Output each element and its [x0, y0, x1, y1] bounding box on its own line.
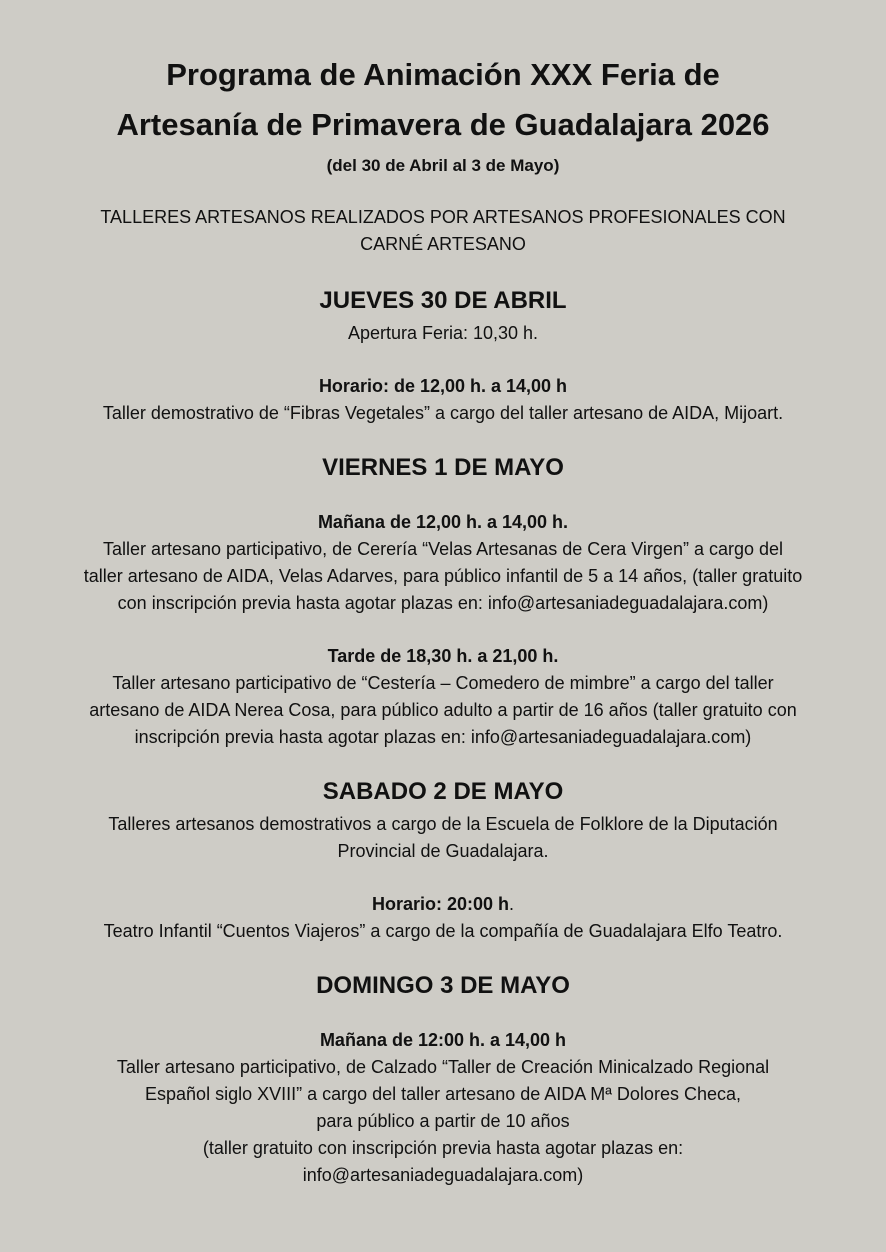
schedule-description: [30, 1054, 856, 1189]
schedule-description: [30, 670, 856, 751]
day-heading: DOMINGO 3 DE MAYO: [316, 972, 570, 999]
day-section-domingo: [30, 971, 856, 1189]
schedule-description: [30, 400, 856, 427]
day-section-viernes: [30, 453, 856, 751]
description-line: para público a partir de 10 años: [316, 1111, 570, 1131]
schedule-time: Tarde de 18,30 h. a 21,00 h.: [327, 646, 559, 666]
description-line: taller artesano de AIDA, Velas Adarves, para público infantil de 5 a 14 años, (taller gratuito: [83, 566, 803, 586]
page-title: [30, 50, 856, 150]
schedule-description: [30, 918, 856, 945]
schedule-time-suffix: .: [509, 894, 515, 914]
description-line: Taller artesano participativo de “Cestería – Comedero de mimbre” a cargo del taller: [112, 673, 774, 693]
description-line: (taller gratuito con inscripción previa hasta agotar plazas en:: [202, 1138, 684, 1158]
description-line: info@artesaniadeguadalajara.com): [302, 1165, 584, 1185]
title-line-1: Programa de Animación XXX Feria de: [166, 57, 720, 92]
day-heading: VIERNES 1 DE MAYO: [322, 454, 564, 481]
description-line: Español siglo XVIII” a cargo del taller artesano de AIDA Mª Dolores Checa,: [145, 1084, 741, 1104]
schedule-time-text: Horario: 20:00 h: [371, 894, 510, 914]
day-section-sabado: [30, 777, 856, 945]
description-line: artesano de AIDA Nerea Cosa, para público adulto a partir de 16 años (taller gratuito con: [89, 700, 797, 720]
schedule-block: [30, 1027, 856, 1189]
schedule-block: [30, 643, 856, 751]
schedule-time: Mañana de 12,00 h. a 14,00 h.: [317, 512, 569, 532]
day-heading: SABADO 2 DE MAYO: [322, 778, 564, 805]
schedule-block: [30, 373, 856, 427]
schedule-time: Mañana de 12:00 h. a 14,00 h: [319, 1030, 567, 1050]
description-line: Taller artesano participativo, de Cerería “Velas Artesanas de Cera Virgen” a cargo del: [102, 539, 784, 559]
schedule-description: [30, 536, 856, 617]
title-line-2: Artesanía de Primavera de Guadalajara 2026: [116, 107, 770, 142]
date-range: (del 30 de Abril al 3 de Mayo): [326, 156, 560, 175]
description-line: inscripción previa hasta agotar plazas en: info@artesaniadeguadalajara.com): [134, 727, 752, 747]
description-line: Taller demostrativo de “Fibras Vegetales” a cargo del taller artesano de AIDA, Mijoart.: [102, 403, 784, 423]
opening-text: Apertura Feria: 10,30 h.: [347, 323, 539, 343]
day-section-jueves: [30, 286, 856, 427]
day-heading: JUEVES 30 DE ABRIL: [319, 287, 567, 314]
schedule-time: [30, 891, 856, 918]
intro-line-2: CARNÉ ARTESANO: [360, 234, 526, 254]
schedule-block: [30, 891, 856, 945]
intro-line: Talleres artesanos demostrativos a cargo de la Escuela de Folklore de la Diputación: [108, 814, 778, 834]
day-intro: [30, 811, 856, 865]
intro-line: Provincial de Guadalajara.: [337, 841, 549, 861]
schedule-block: [30, 509, 856, 617]
description-line: Taller artesano participativo, de Calzado “Taller de Creación Minicalzado Regional: [116, 1057, 770, 1077]
intro-text: [30, 204, 856, 258]
description-line: Teatro Infantil “Cuentos Viajeros” a cargo de la compañía de Guadalajara Elfo Teatro.: [103, 921, 783, 941]
description-line: con inscripción previa hasta agotar plazas en: info@artesaniadeguadalajara.com): [117, 593, 769, 613]
intro-line-1: TALLERES ARTESANOS REALIZADOS POR ARTESANOS PROFESIONALES CON: [100, 207, 786, 227]
schedule-time: Horario: de 12,00 h. a 14,00 h: [318, 376, 568, 396]
